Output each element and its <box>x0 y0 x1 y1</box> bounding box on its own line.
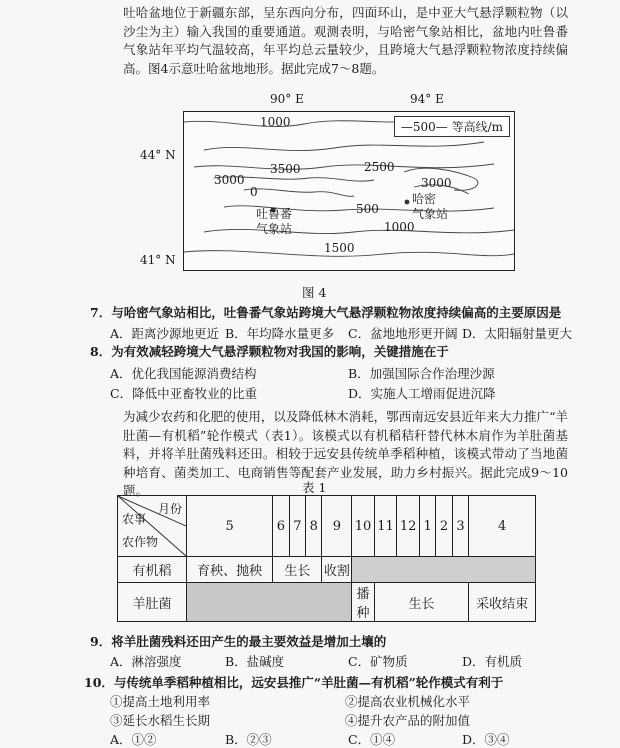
corner-crop-label: 农作物 <box>122 535 159 549</box>
q10-statement-4: ④提升农产品的附加值 <box>345 713 471 728</box>
corner-farm-label: 农事 <box>122 512 147 526</box>
month-header: 4 <box>469 496 536 557</box>
month-header: 8 <box>306 496 322 557</box>
month-header: 5 <box>187 496 273 557</box>
q7-option-c: C．盆地地形更开阔 <box>348 326 458 341</box>
q10-statement-2: ②提高农业机械化水平 <box>345 694 471 709</box>
q9-option-d: D．有机质 <box>462 654 523 669</box>
month-header: 12 <box>397 496 420 557</box>
contour-label-500: 500 <box>356 202 379 216</box>
hami-station-label: 哈密 气象站 <box>412 192 449 221</box>
intro-text: 吐哈盆地位于新疆东部，呈东西向分布，四面环山，是中亚大气悬浮颗粒物（以沙尘为主）输入我国的重要通道。观测表明，与哈密气象站相比，盆地内吐鲁番气象站年平均气温较高，年平均总云量较少，且跨境大气悬浮颗粒物浓度持续偏高。图4示意吐哈盆地地形。据此完成7～8题。 <box>123 5 568 76</box>
q9-stem: 9．将羊肚菌残料还田产生的最主要效益是增加土壤的 <box>90 634 387 649</box>
q7-option-b: B．年均降水量更多 <box>225 326 335 341</box>
q10-option-c: C．①④ <box>348 732 396 747</box>
month-header: 3 <box>452 496 468 557</box>
month-header: 10 <box>352 496 375 557</box>
terrain-map <box>183 111 515 271</box>
row-label-morel: 羊肚菌 <box>118 583 187 622</box>
contour-label-1000: 1000 <box>260 115 291 129</box>
q8-option-b: B．加强国际合作治理沙源 <box>348 366 495 381</box>
q8-option-c: C．降低中亚畜牧业的比重 <box>110 386 258 401</box>
q8-stem: 8．为有效减轻跨境大气悬浮颗粒物对我国的影响，关键措施在于 <box>90 344 449 359</box>
intro2-paragraph <box>98 408 568 501</box>
rice-stage-harvest: 收割 <box>322 557 352 583</box>
q7-option-a: A．距离沙源地更近 <box>110 326 220 341</box>
contour-label-0: 0 <box>250 185 258 199</box>
corner-month-label: 月份 <box>157 502 182 516</box>
table-title: 表 1 <box>302 480 327 495</box>
intro2-text: 为减少农药和化肥的使用，以及降低林木消耗，鄂西南远安县近年来大力推广“羊肚菌—有机稻”轮作模式（表1）。该模式以有机稻秸秆替代林木肩作为羊肚菌基料，并将羊肚菌残料还田。相较于远安县传统单季稻种植，该模式带动了当地菌种培育、菌类加工、电商销售等配套产业发展，助力乡村振兴。据此完成9～10题。 <box>123 409 568 498</box>
month-header: 7 <box>289 496 305 557</box>
q10-statement-1: ①提高土地利用率 <box>110 694 211 709</box>
q8-option-a: A．优化我国能源消费结构 <box>110 366 257 381</box>
q10-option-a: A．①② <box>110 732 157 747</box>
rice-idle-shade <box>352 557 536 583</box>
map-legend: —500— 等高线/m <box>394 116 510 137</box>
turpan-station-label: 吐鲁番 气象站 <box>256 207 293 236</box>
morel-stage-end: 采收结束 <box>469 583 536 622</box>
rotation-table <box>117 495 536 622</box>
lon-label-90: 90° E <box>270 92 304 106</box>
morel-stage-growth: 生长 <box>374 583 468 622</box>
contour-label-1500: 1500 <box>324 241 355 255</box>
q8-option-d: D．实施人工增雨促进沉降 <box>348 386 496 401</box>
figure-caption: 图 4 <box>302 285 327 300</box>
row-label-rice: 有机稻 <box>118 557 187 583</box>
q7-stem: 7．与哈密气象站相比，吐鲁番气象站跨境大气悬浮颗粒物浓度持续偏高的主要原因是 <box>90 305 562 320</box>
hami-station-dot <box>405 200 410 205</box>
month-header: 11 <box>374 496 397 557</box>
month-header: 9 <box>322 496 352 557</box>
month-header: 6 <box>273 496 289 557</box>
contour-label-3000a: 3000 <box>214 173 245 187</box>
lon-label-94: 94° E <box>410 92 444 106</box>
contour-label-3000b: 3000 <box>421 176 452 190</box>
month-header: 2 <box>436 496 452 557</box>
table-corner-cell <box>118 496 187 557</box>
q7-option-d: D．太阳辐射量更大 <box>462 326 573 341</box>
q10-option-d: D．③④ <box>462 732 510 747</box>
lat-label-41: 41° N <box>140 253 176 267</box>
q9-option-a: A．淋溶强度 <box>110 654 182 669</box>
q10-option-b: B．②③ <box>225 732 272 747</box>
intro-paragraph <box>98 4 568 78</box>
q9-option-b: B．盐碱度 <box>225 654 285 669</box>
contour-label-1000b: 1000 <box>384 220 415 234</box>
rice-stage-seedling: 育秧、抛秧 <box>187 557 273 583</box>
month-header: 1 <box>419 496 435 557</box>
morel-stage-sowing: 播种 <box>352 583 375 622</box>
contour-label-3500: 3500 <box>270 162 301 176</box>
lat-label-44: 44° N <box>140 148 176 162</box>
rice-stage-growth: 生长 <box>273 557 322 583</box>
morel-idle-shade <box>187 583 352 622</box>
q10-stem: 10．与传统单季稻种植相比，远安县推广“羊肚菌—有机稻”轮作模式有利于 <box>84 675 504 690</box>
contour-label-2500: 2500 <box>364 160 395 174</box>
q9-option-c: C．矿物质 <box>348 654 408 669</box>
q10-statement-3: ③延长水稻生长期 <box>110 713 211 728</box>
